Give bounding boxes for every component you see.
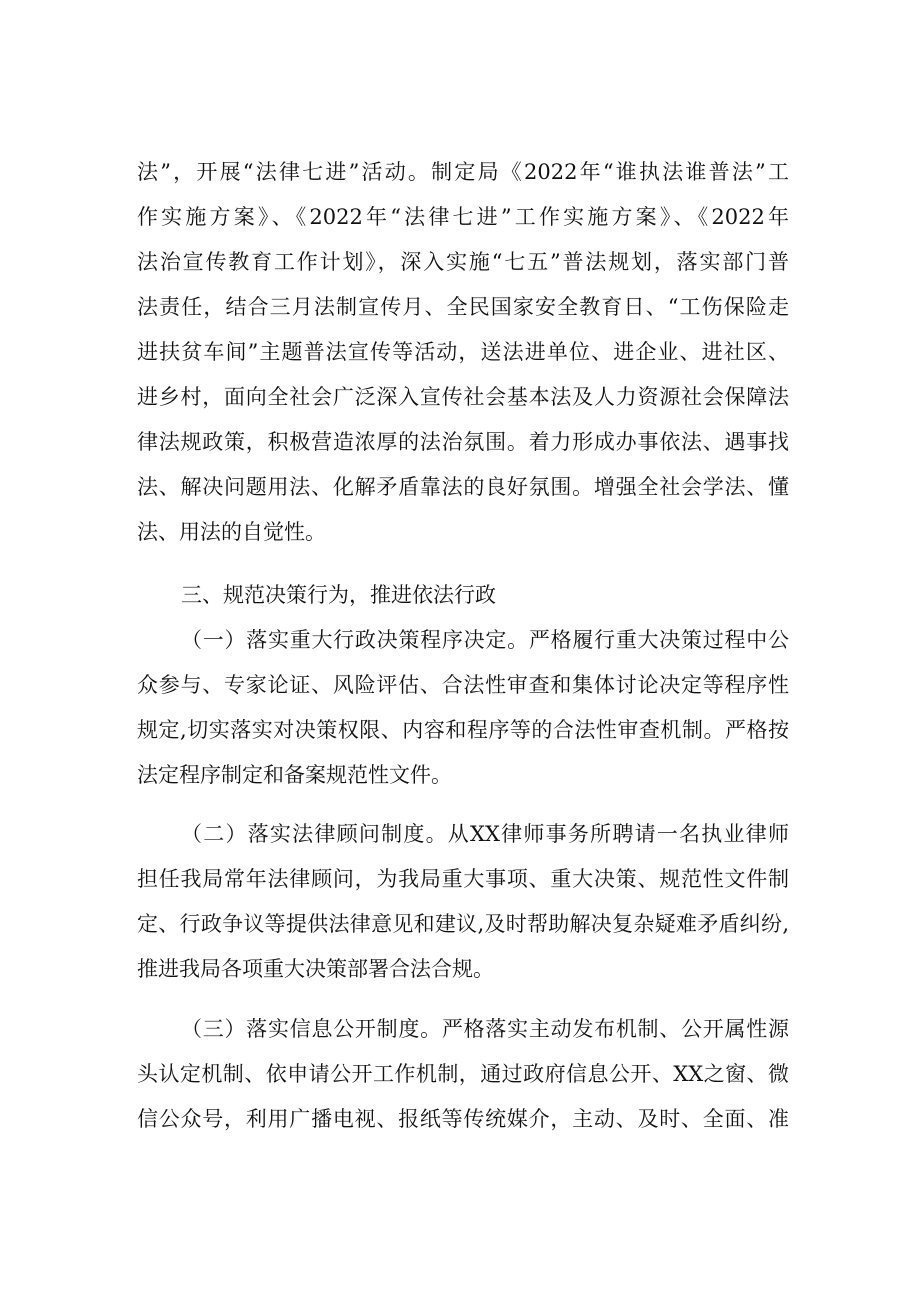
text-line: 定、行政争议等提供法律意见和建议,及时帮助解决复杂疑难矛盾纠纷, xyxy=(137,912,789,936)
text-line: 信公众号，利用广播电视、报纸等传统媒介，主动、及时、全面、准 xyxy=(137,1107,789,1131)
text-line: 法、解决问题用法、化解矛盾靠法的良好氛围。增强全社会学法、懂 xyxy=(137,475,789,499)
text-line: 进扶贫车间”主题普法宣传等活动，送法进单位、进企业、进社区、 xyxy=(137,340,789,364)
text-line: 法治宣传教育工作计划》，深入实施“七五”普法规划，落实部门普 xyxy=(137,250,789,274)
text-line: 作实施方案》、《2022年“法律七进”工作实施方案》、《2022年 xyxy=(137,205,789,229)
text-line: 头认定机制、依申请公开工作机制，通过政府信息公开、XX之窗、微 xyxy=(137,1062,789,1086)
text-line: 律法规政策，积极营造浓厚的法治氛围。着力形成办事依法、遇事找 xyxy=(137,430,789,454)
text-line: 规定,切实落实对决策权限、内容和程序等的合法性审查机制。严格按 xyxy=(137,718,789,742)
paragraph-last-line: 法、用法的自觉性。 xyxy=(137,520,326,544)
paragraph-last-line: 推进我局各项重大决策部署合法合规。 xyxy=(137,957,494,981)
text-line: （一）落实重大行政决策程序决定。严格履行重大决策过程中公 xyxy=(181,628,789,652)
text-line: 进乡村，面向全社会广泛深入宣传社会基本法及人力资源社会保障法 xyxy=(137,385,789,409)
text-line: 众参与、专家论证、风险评估、合法性审查和集体讨论决定等程序性 xyxy=(137,673,789,697)
paragraph-last-line: 法定程序制定和备案规范性文件。 xyxy=(137,763,452,787)
section-heading: 三、规范决策行为，推进依法行政 xyxy=(181,583,496,607)
text-line: （三）落实信息公开制度。严格落实主动发布机制、公开属性源 xyxy=(181,1017,789,1041)
text-line: 担任我局常年法律顾问，为我局重大事项、重大决策、规范性文件制 xyxy=(137,867,789,891)
text-line: 法”，开展“法律七进”活动。制定局《2022年“谁执法谁普法”工 xyxy=(137,160,789,184)
text-line: （二）落实法律顾问制度。从XX律师事务所聘请一名执业律师 xyxy=(181,822,789,846)
text-line: 法责任，结合三月法制宣传月、全民国家安全教育日、“工伤保险走 xyxy=(137,295,789,319)
